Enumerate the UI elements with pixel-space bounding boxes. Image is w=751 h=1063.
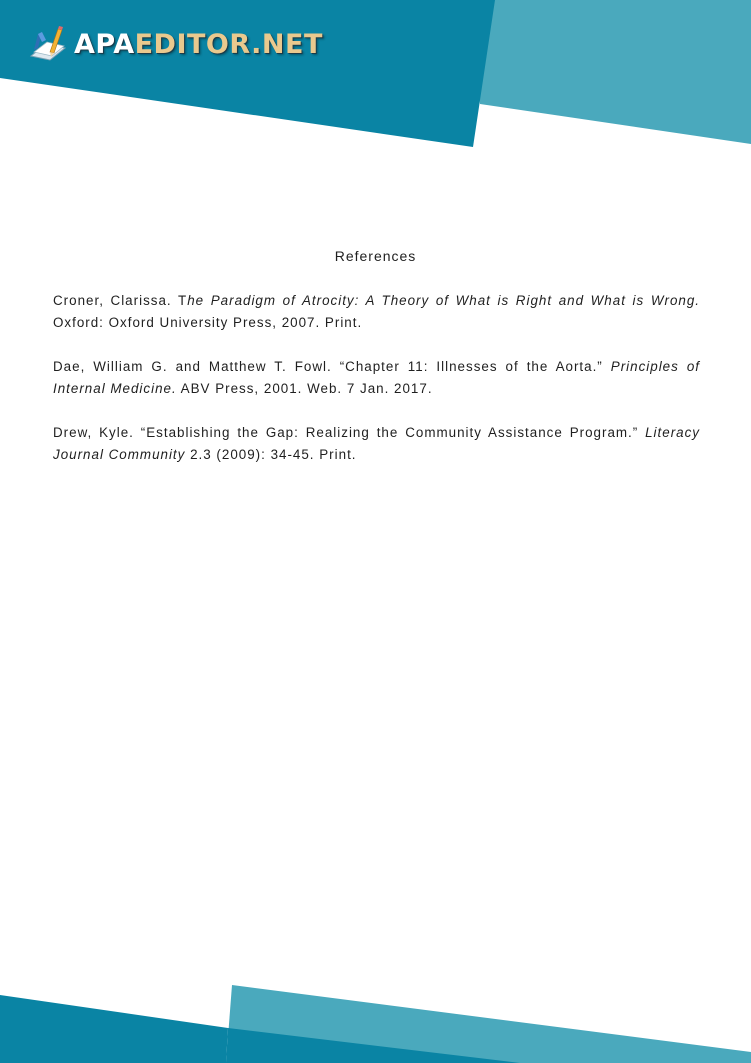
reference-author: Croner, Clarissa. T [53, 293, 188, 308]
reference-entry [53, 356, 700, 400]
header-light-band [470, 0, 751, 144]
reference-details: ABV Press, 2001. Web. 7 Jan. 2017. [176, 381, 433, 396]
reference-entry [53, 290, 700, 334]
reference-source-title: he Paradigm of Atrocity: A Theory of What is Right and What is Wrong. [187, 293, 701, 308]
reference-author: Drew, Kyle. “Establishing the Gap: Realizing the Community Assistance Program.” [53, 425, 646, 440]
reference-details: Oxford: Oxford University Press, 2007. Print. [53, 315, 363, 330]
logo-wordmark [74, 28, 323, 60]
reference-source-title: Literacy Journal Community [53, 425, 700, 462]
reference-source-title: Principles of Internal Medicine. [53, 359, 701, 396]
logo-text-apa: APA [74, 28, 135, 60]
reference-entry [53, 422, 700, 466]
reference-details: 2.3 (2009): 34-45. Print. [185, 447, 357, 462]
site-logo[interactable] [28, 24, 323, 64]
page-title: References [334, 248, 417, 264]
header-dark-band [0, 0, 495, 147]
pencil-notebook-icon [28, 26, 68, 62]
reference-author: Dae, William G. and Matthew T. Fowl. “Chapter 11: Illnesses of the Aorta.” [53, 359, 611, 374]
footer-dark-band [0, 995, 228, 1063]
reference-list [53, 290, 700, 488]
logo-text-editor: EDITOR.NET [134, 28, 323, 60]
